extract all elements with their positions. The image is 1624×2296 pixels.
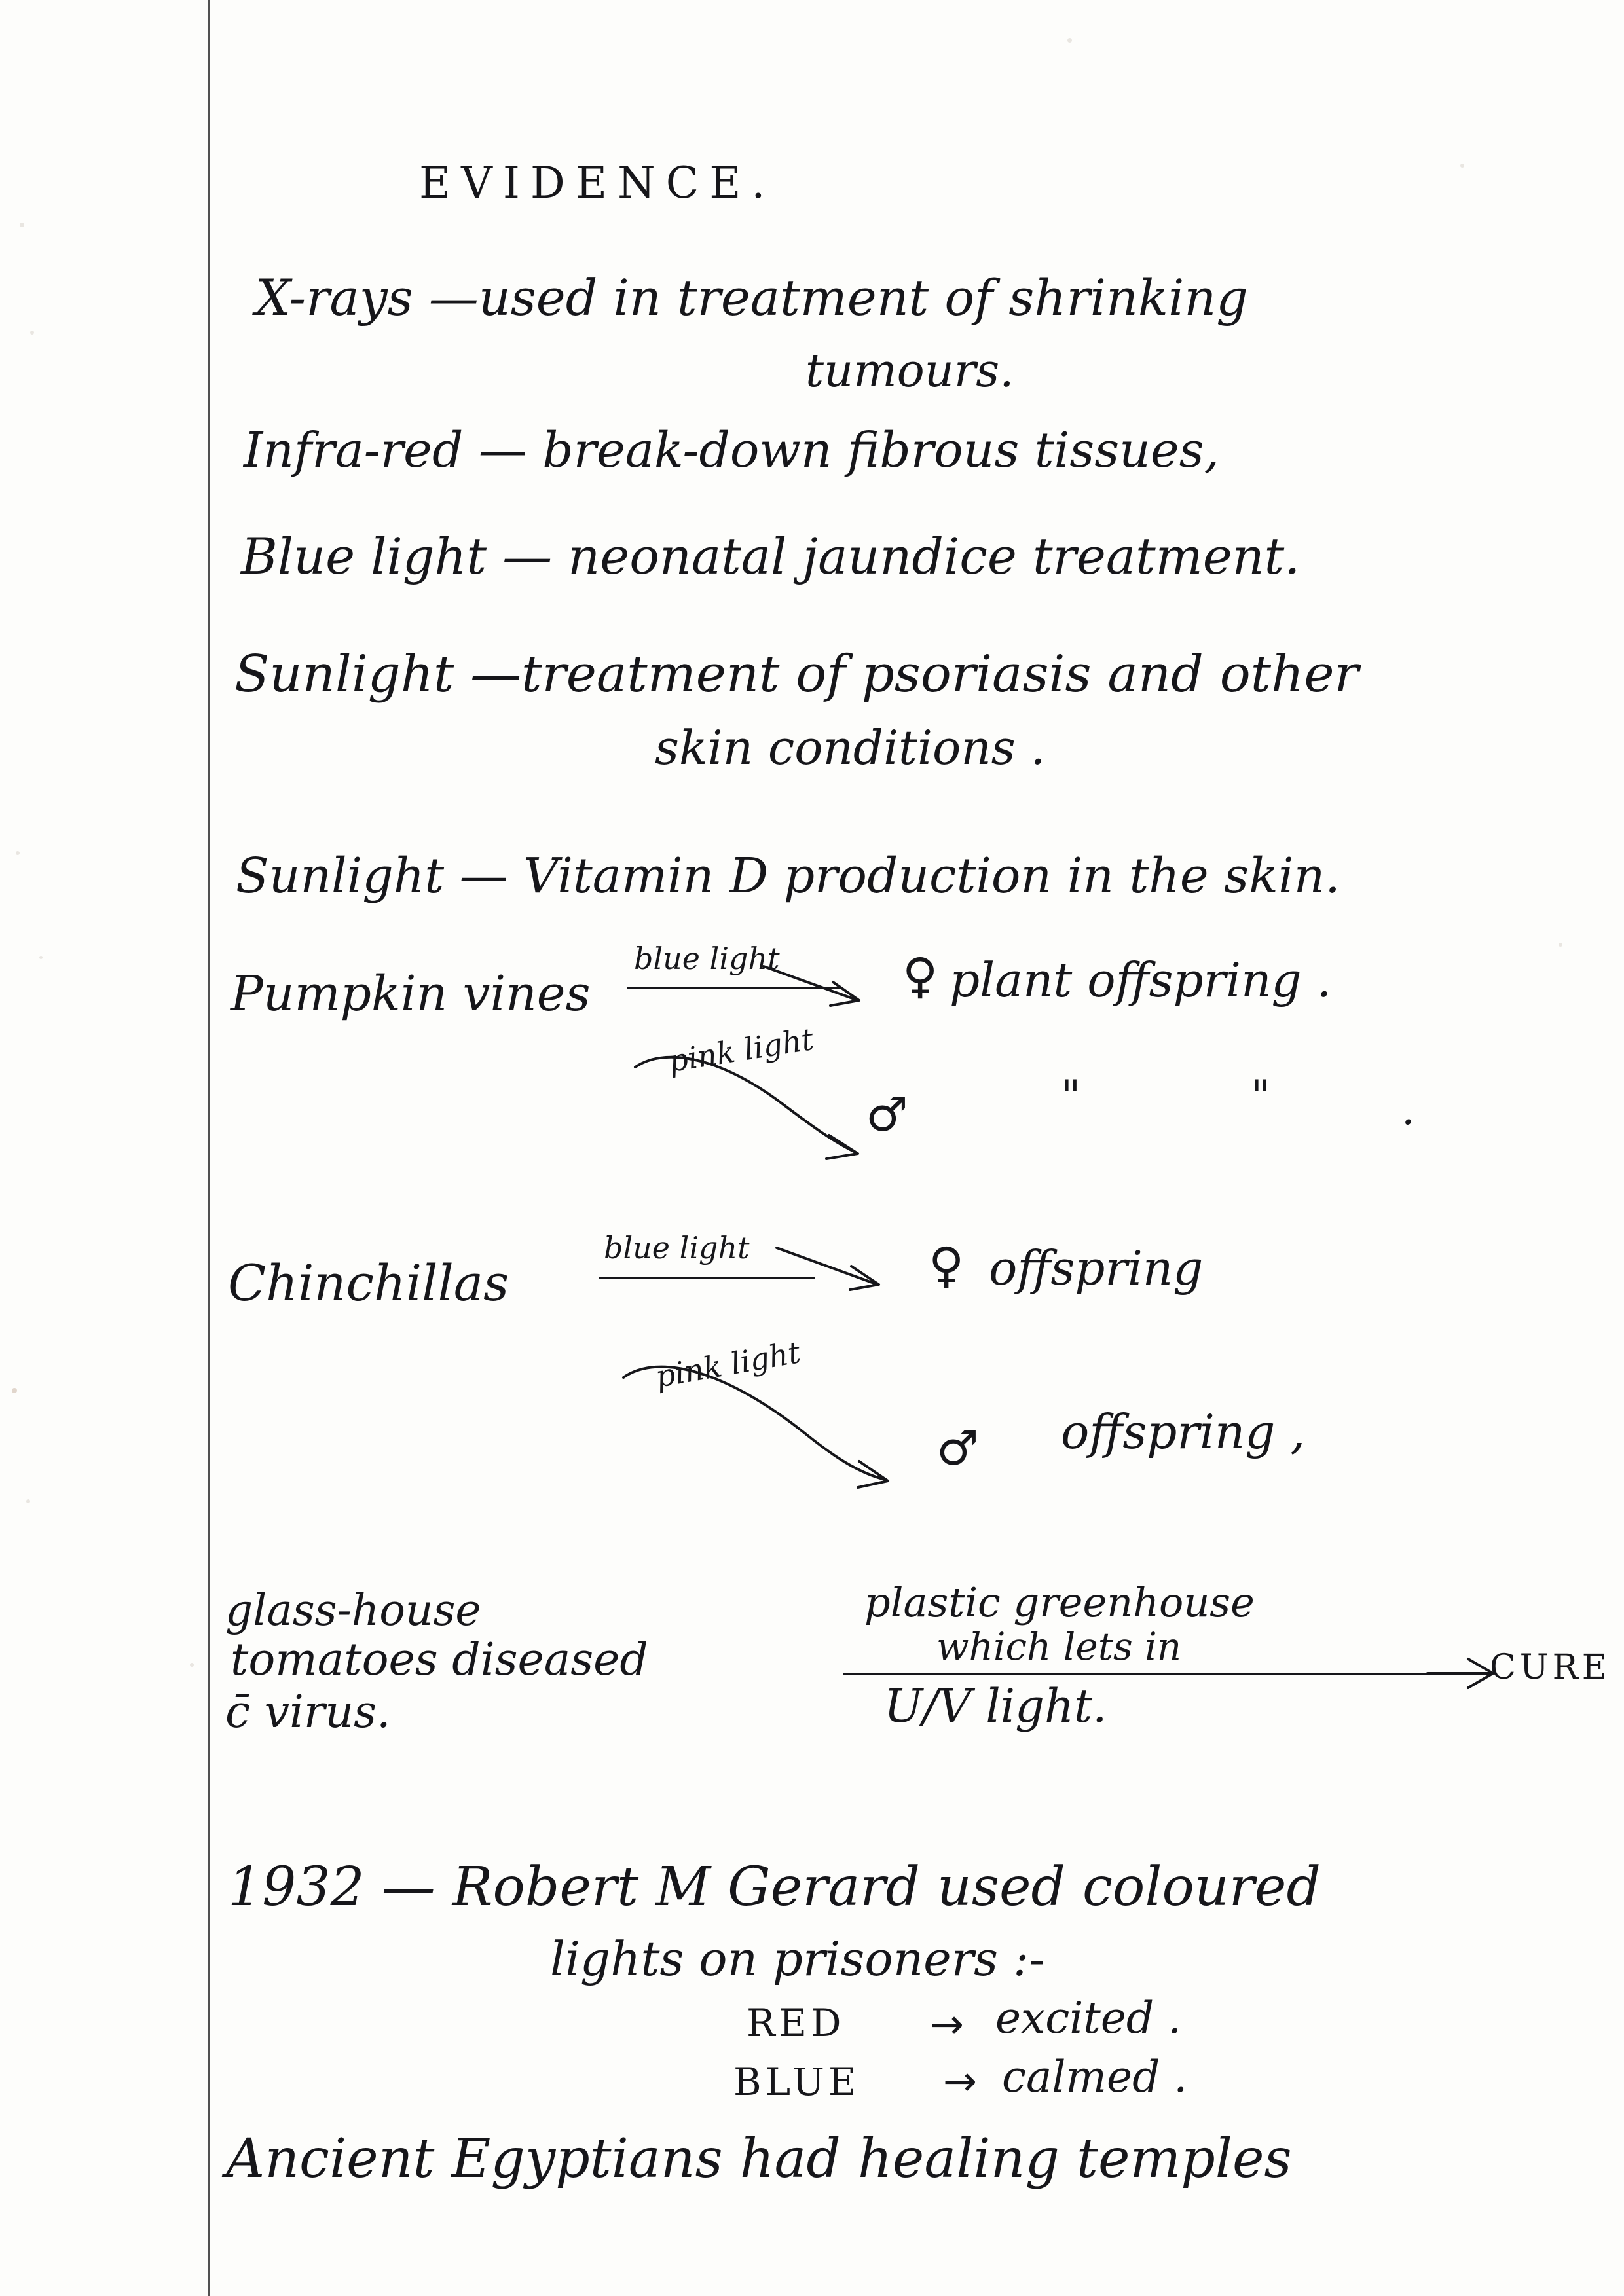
paper-speck	[12, 1388, 17, 1393]
plastic-greenhouse-line-1: plastic greenhouse	[864, 1578, 1255, 1626]
gerard-red-label: RED	[747, 2001, 845, 2045]
paper-speck	[16, 851, 20, 855]
note-line-xrays: X-rays —used in treatment of shrinking	[255, 268, 1248, 327]
note-line-xrays-cont: tumours.	[805, 344, 1014, 397]
plastic-greenhouse-line-3: U/V light.	[884, 1679, 1107, 1733]
arrow-blue: →	[943, 2057, 977, 2105]
chinchillas-pink-result: offspring ,	[1061, 1404, 1306, 1459]
glasshouse-line-2: tomatoes diseased	[231, 1634, 648, 1686]
arrow-pink-light-pumpkin	[629, 1041, 904, 1172]
gerard-line-2: lights on prisoners :-	[550, 1931, 1045, 1986]
glasshouse-line-3: c̄ virus.	[225, 1686, 391, 1738]
glasshouse-line-1: glass-house	[225, 1585, 481, 1635]
paper-speck	[39, 956, 43, 959]
paper-speck	[20, 223, 24, 227]
female-symbol-pumpkin: ♀	[902, 948, 938, 1004]
arrow-pink-light-chinchillas	[616, 1349, 956, 1499]
page-title: EVIDENCE.	[419, 158, 776, 208]
cure-label: CURE	[1490, 1648, 1611, 1687]
note-line-infrared: Infra-red — break-down fibrous tissues,	[244, 422, 1220, 479]
arrow-red: →	[930, 2000, 964, 2048]
paper-speck	[190, 1663, 194, 1667]
chinchillas-blue-result: offspring	[989, 1241, 1204, 1296]
male-symbol-pumpkin: ♂	[866, 1087, 908, 1142]
pumpkin-blue-result: plant offspring .	[950, 953, 1332, 1008]
chinchillas-pink-light-label: pink light	[652, 1334, 803, 1394]
note-line-sunlight-psoriasis: Sunlight —treatment of psoriasis and other	[234, 645, 1359, 704]
note-line-sunlight-psoriasis-cont: skin conditions .	[655, 720, 1046, 775]
paper-speck	[1067, 38, 1072, 43]
fraction-rule	[843, 1673, 1433, 1675]
paper-speck	[1559, 943, 1562, 947]
pumpkin-pink-result-ditto-a: "	[1061, 1071, 1081, 1121]
paper-speck	[1460, 164, 1464, 168]
female-symbol-chinchillas: ♀	[929, 1237, 965, 1294]
egyptians-line: Ancient Egyptians had healing temples	[226, 2128, 1292, 2190]
plastic-greenhouse-line-2: which lets in	[936, 1624, 1182, 1669]
note-line-bluelight: Blue light — neonatal jaundice treatment.	[241, 527, 1301, 585]
margin-rule	[208, 0, 210, 2296]
gerard-red-result: excited .	[995, 1993, 1182, 2043]
chinchillas-subject: Chinchillas	[228, 1254, 509, 1312]
pumpkin-subject: Pumpkin vines	[231, 966, 591, 1022]
gerard-line-1: 1932 — Robert M Gerard used coloured	[228, 1856, 1321, 1918]
male-symbol-chinchillas: ♂	[936, 1421, 979, 1476]
gerard-blue-result: calmed .	[1002, 2052, 1188, 2102]
paper-speck	[30, 331, 34, 335]
chinchillas-blue-light-label: blue light	[604, 1230, 750, 1266]
note-line-sunlight-vitamind: Sunlight — Vitamin D production in the skin.	[236, 848, 1340, 904]
pumpkin-pink-result-ditto-b: "	[1251, 1071, 1271, 1121]
pumpkin-blue-light-label: blue light	[634, 941, 780, 976]
arrow-blue-light-pumpkin	[760, 962, 904, 1034]
pumpkin-pink-light-label: pink light	[666, 1021, 817, 1080]
paper-speck	[26, 1499, 30, 1503]
arrow-blue-light-chinchillas	[773, 1244, 917, 1322]
pumpkin-pink-result-period: .	[1401, 1084, 1415, 1135]
gerard-blue-label: BLUE	[733, 2060, 860, 2104]
